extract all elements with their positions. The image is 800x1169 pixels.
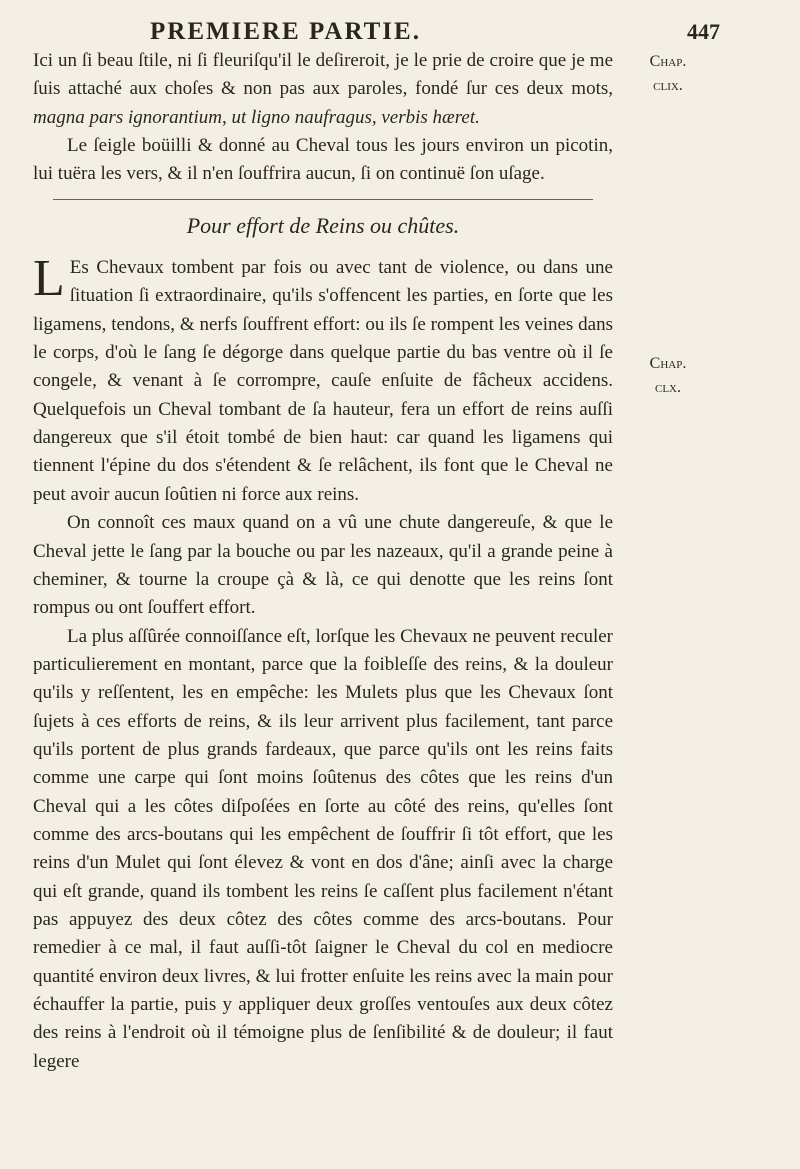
section-paragraph-1	[33, 250, 613, 509]
margin-note-number: clix.	[653, 77, 683, 94]
margin-note-chap: Chap.	[649, 355, 687, 372]
margin-note-chapter-159	[623, 50, 713, 98]
margin-note-chap: Chap.	[649, 53, 687, 70]
running-title: PREMIERE PARTIE.	[150, 18, 421, 45]
margin-note-number: clx.	[655, 379, 681, 396]
page-header	[40, 18, 720, 46]
section-title: Pour effort de Reins ou chûtes.	[186, 212, 460, 238]
intro-paragraph	[33, 47, 613, 132]
paragraph: Le ſeigle boüilli & donné au Cheval tous les jours environ un picotin, lui tuëra les vers, & il n'en ſouffrira aucun, ſi on continuë ſon uſage.	[33, 135, 613, 185]
intro-text: Ici un ſi beau ſtile, ni ſi fleuriſqu'il le deſireroit, je le prie de croire que je me ſuis attaché aux choſes & non pas aux paroles, fondé ſur ces deux mots,	[33, 50, 613, 100]
section-paragraph-1-text: Es Chevaux tombent par fois ou avec tant de violence, ou dans une ſituation ſi extraordinaire, qu'ils s'offencent les parties, en ſorte que les ligamens, tendons, & nerfs ſouffrent effort: ou ils ſe rompent les veines dans le corps, d'où le ſang ſe dégorge dans quelque partie du bas ventre où il ſe congele, & venant à ſe corrompre, cauſe enſuite de fâcheux accidens. Quelquefois un Cheval tombant de ſa hauteur, fera un effort de reins auſſi dangereux que s'il étoit tombé de bien haut: car quand les ligamens qui tiennent l'épine du dos s'étendent & ſe relâchent, ils font que le Cheval ne peut avoir aucun ſoûtien ni force aux reins.	[33, 257, 613, 505]
section-divider	[53, 199, 593, 200]
section-paragraph-3: La plus aſſûrée connoiſſance eſt, lorſque les Chevaux ne peuvent reculer particulierement en montant, parce que la foibleſſe des reins, & la douleur qu'ils y reſſentent, les en empêche: les Mulets plus que les Chevaux ſont ſujets à ces efforts de reins, & ils leur arrivent plus facilement, tant parce qu'ils portent de plus grands fardeaux, que parce qu'ils ont les reins faits comme une carpe qui ſont moins ſoûtenus des côtes que les reins d'un Cheval qui a les côtes diſpoſées en ſorte au côté des reins, qu'elles ſont comme des arcs-boutans qui les empêchent de ſouffrir ſi tôt effort, que les reins d'un Mulet qui ſont élevez & vont en dos d'âne; ainſi avec la charge qui eſt grande, quand ils tombent les reins ſe caſſent plus facilement n'étant pas appuyez des deux côtez des côtes comme des arcs-boutans. Pour remedier à ce mal, il faut auſſi-tôt ſaigner le Cheval du col en mediocre quantité environ deux livres, & lui frotter enſuite les reins avec la main pour échauffer la partie, puis y appliquer deux groſſes ventouſes aux deux côtez des reins à l'endroit où il témoigne plus de ſenſibilité & de douleur; il faut legere	[33, 625, 613, 1072]
page-number: 447	[687, 19, 720, 44]
latin-quote: magna pars ignorantium, ut ligno naufragus, verbis hæret.	[33, 106, 480, 128]
margin-note-chapter-160	[623, 352, 713, 400]
body-text	[33, 47, 613, 1076]
drop-cap: L	[33, 250, 65, 308]
section-paragraph-2: On connoît ces maux quand on a vû une chute dangereuſe, & que le Cheval jette le ſang par la bouche ou par les nazeaux, qu'il a grande peine à cheminer, & tourne la croupe çà & là, ce qui denotte que les reins ſont rompus ou ont ſouffert effort.	[33, 512, 613, 619]
